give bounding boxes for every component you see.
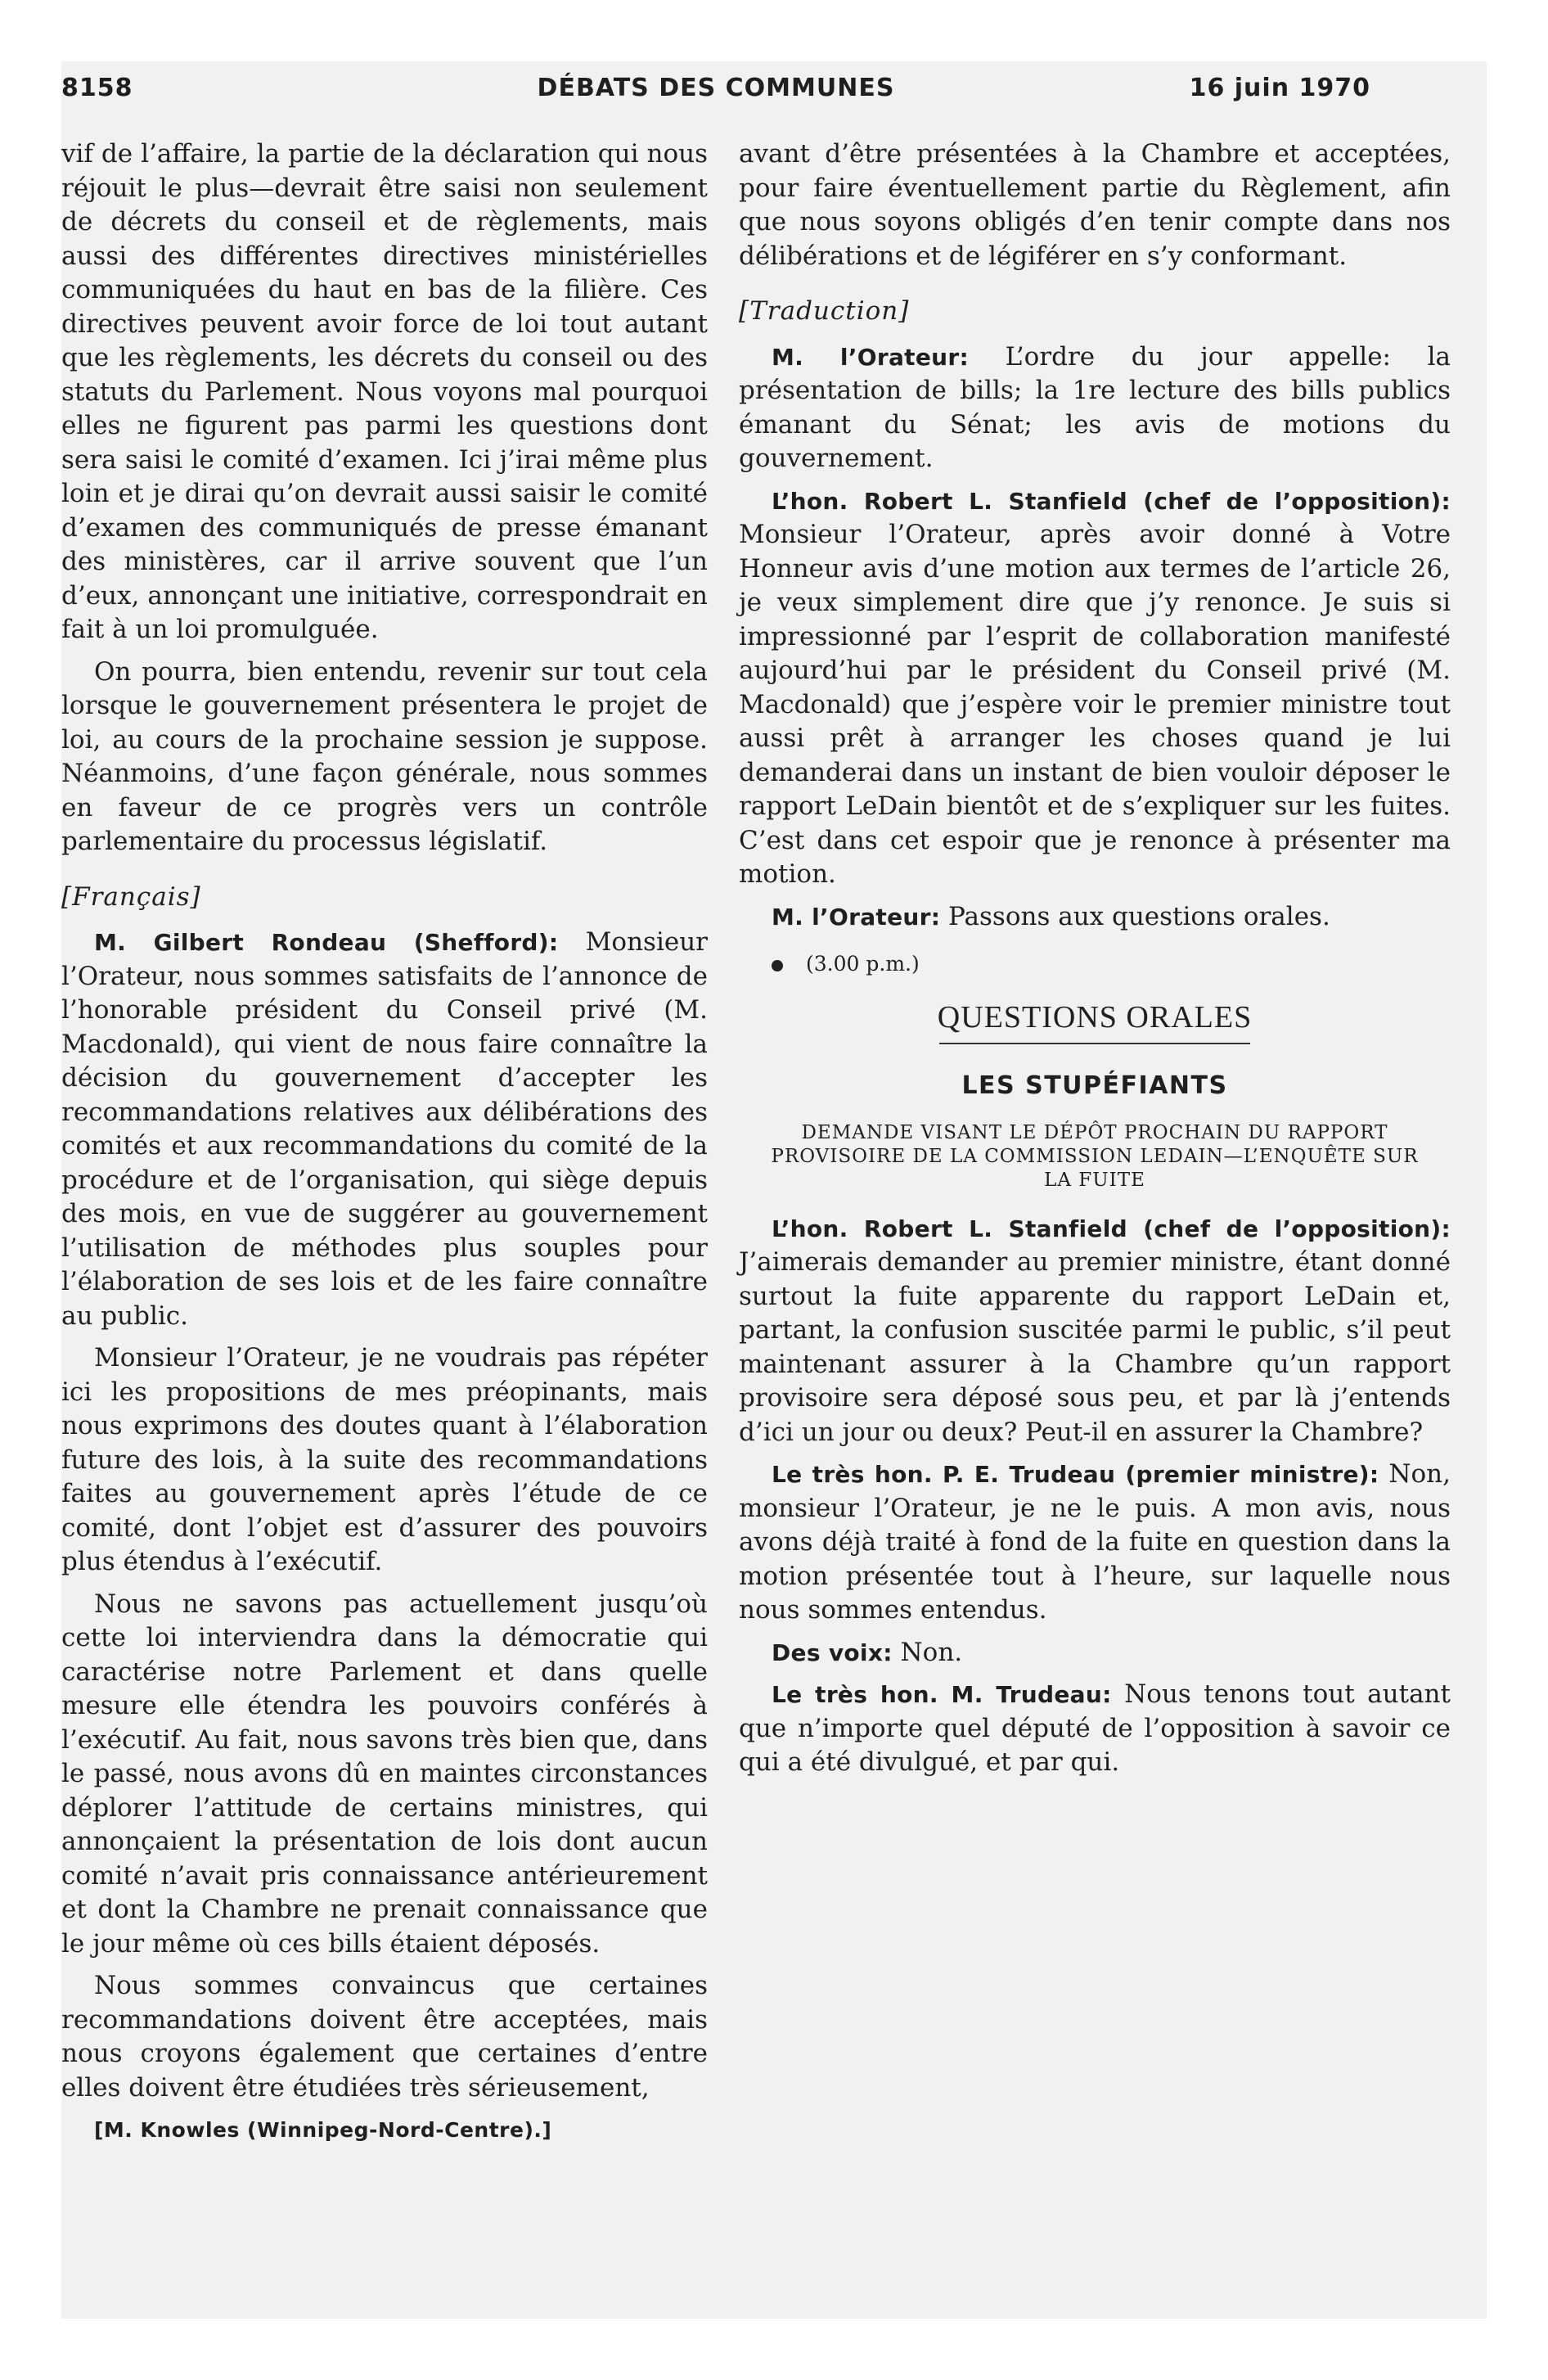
speech-paragraph (739, 1212, 1451, 1450)
speaker-name: L’hon. Robert L. Stanfield (chef de l’opposition): (772, 1215, 1451, 1242)
speech-paragraph (739, 900, 1451, 935)
speaker-name: M. l’Orateur: (772, 903, 941, 931)
language-tag: [Traduction] (739, 296, 910, 326)
speech-text: Monsieur l’Orateur, nous sommes satisfaits de l’annonce de l’honorable président du Conseil privé (M. Macdonald), qui vient de nous faire connaître la décision du gouvernement d’accepter les recommandations relatives aux délibérations des comités et aux recommandations du comité de la procédure et de l’organisation, qui siège depuis des mois, en vue de suggérer au gouvernement l’utilisation de méthodes plus souples pour l’élaboration de ses lois et de les faire connaître au public. (61, 927, 708, 1331)
journal-title: DÉBATS DES COMMUNES (537, 74, 895, 102)
issue-date: 16 juin 1970 (1189, 74, 1370, 102)
speech-paragraph (739, 340, 1451, 476)
speaker-name: M. Gilbert Rondeau (Shefford): (94, 929, 559, 956)
time-marker (739, 947, 1451, 981)
speech-paragraph (739, 1678, 1451, 1780)
right-column (739, 137, 1451, 1788)
speech-text: J’aimerais demander au premier ministre, étant donné surtout la fuite apparente du rapport LeDain et, partant, la confusion suscitée parmi le public, s’il peut maintenant assurer à la Chambre qu’un rapport provisoire sera déposé sous peu, et par là j’entends d’ici un jour ou deux? Peut-il en assurer la Chambre? (739, 1247, 1451, 1447)
speaker-name: Le très hon. M. Trudeau: (772, 1681, 1112, 1708)
language-tag: [Français] (61, 881, 201, 912)
paragraph: Nous sommes convaincus que certaines recommandations doivent être acceptées, mais nous croyons également que certaines d’entre elles doivent être étudiées très sérieusement, (61, 1971, 708, 2103)
left-column (61, 137, 708, 2156)
section-divider (939, 1043, 1250, 1044)
paragraph: Monsieur l’Orateur, je ne voudrais pas répéter ici les propositions de mes préopinants, mais nous exprimons des doutes quant à l’élaboration future des lois, à la suite des recommandations faites au gouvernement après l’étude de ce comité, dont l’objet est d’assurer des pouvoirs plus étendus à l’exécutif. (61, 1343, 708, 1576)
speaker-name: M. l’Orateur: (772, 343, 969, 371)
paragraph: vif de l’affaire, la partie de la déclaration qui nous réjouit le plus—devrait être saisi non seulement de décrets du conseil et de règlements, mais aussi des différentes directives ministérielles communiquées du haut en bas de la filière. Ces directives peuvent avoir force de loi tout autant que les règlements, les décrets du conseil ou des statuts du Parlement. Nous voyons mal pourquoi elles ne figurent pas parmi les questions dont sera saisi le comité d’examen. Ici j’irai même plus loin et je dirai qu’on devrait aussi saisir le comité d’examen des communiqués de presse émanant des ministères, car il arrive souvent que l’un d’eux, annonçant une initiative, correspondrait en fait à un loi promulguée. (61, 139, 708, 644)
bullet-dot-icon (772, 960, 783, 971)
speaker-name: Le très hon. P. E. Trudeau (premier ministre): (772, 1461, 1379, 1488)
subsection-description: DEMANDE VISANT LE DÉPÔT PROCHAIN DU RAPPORT PROVISOIRE DE LA COMMISSION LEDAIN—L’ENQUÊTE SUR LA FUITE (771, 1121, 1419, 1191)
page-header (61, 74, 1370, 115)
speech-text: Monsieur l’Orateur, après avoir donné à Votre Honneur avis d’une motion aux termes de l’article 26, je veux simplement dire que j’y renonce. Je suis si impressionné par l’esprit de collaboration manifesté aujourd’hui par le président du Conseil privé (M. Macdonald) que j’espère voir le premier ministre tout aussi prêt à arranger les choses quand je lui demanderai dans un instant de bien vouloir déposer le rapport LeDain bientôt et de s’expliquer sur les fuites. C’est dans cet espoir que je renonce à présenter ma motion. (739, 520, 1451, 889)
section-title: QUESTIONS ORALES (937, 999, 1253, 1034)
speech-text: Passons aux questions orales. (940, 901, 1330, 931)
speech-paragraph (61, 926, 708, 1333)
speech-text: L’ordre du jour appelle: la présentation de bills; la 1re lecture des bills publics émanant du Sénat; les avis de motions du gouvernement. (739, 341, 1451, 473)
speech-text: Non, monsieur l’Orateur, je ne le puis. A mon avis, nous avons déjà traité à fond de la fuite en question dans la motion présentée tout à l’heure, sur laquelle nous nous sommes entendus. (739, 1459, 1451, 1625)
paragraph: avant d’être présentées à la Chambre et acceptées, pour faire éventuellement partie du Règlement, afin que nous soyons obligés d’en tenir compte dans nos délibérations et de légiférer en s’y conformant. (739, 139, 1451, 271)
subsection-title: LES STUPÉFIANTS (961, 1071, 1228, 1100)
paragraph: On pourra, bien entendu, revenir sur tout cela lorsque le gouvernement présentera le projet de loi, au cours de la prochaine session je suppose. Néanmoins, d’une façon générale, nous sommes en faveur de ce progrès vers un contrôle parlementaire du processus législatif. (61, 656, 708, 856)
speaker-name: Des voix: (772, 1639, 893, 1666)
speaker-name: L’hon. Robert L. Stanfield (chef de l’opposition): (772, 487, 1451, 515)
time-text: (3.00 p.m.) (806, 952, 920, 976)
speech-paragraph (739, 1458, 1451, 1628)
page-number: 8158 (61, 74, 133, 102)
paragraph: Nous ne savons pas actuellement jusqu’où cette loi interviendra dans la démocratie qui caractérise notre Parlement et dans quelle mesure elle étendra les pouvoirs conférés à l’exécutif. Au fait, nous savons très bien que, dans le passé, nous avons dû en maintes circonstances déplorer l’attitude de certains ministres, qui annonçaient la présentation de lois dont aucun comité n’avait pris connaissance antérieurement et dont la Chambre ne prenait connaissance que le jour même où ces bills étaient déposés. (61, 1589, 708, 1959)
speech-text: Nous tenons tout autant que n’importe quel député de l’opposition à savoir ce qui a été divulgué, et par qui. (739, 1679, 1451, 1777)
speech-paragraph (739, 485, 1451, 892)
speaker-footnote: [M. Knowles (Winnipeg-Nord-Centre).] (94, 2118, 552, 2142)
speech-text: Non. (892, 1637, 963, 1667)
speech-paragraph (739, 1636, 1451, 1670)
